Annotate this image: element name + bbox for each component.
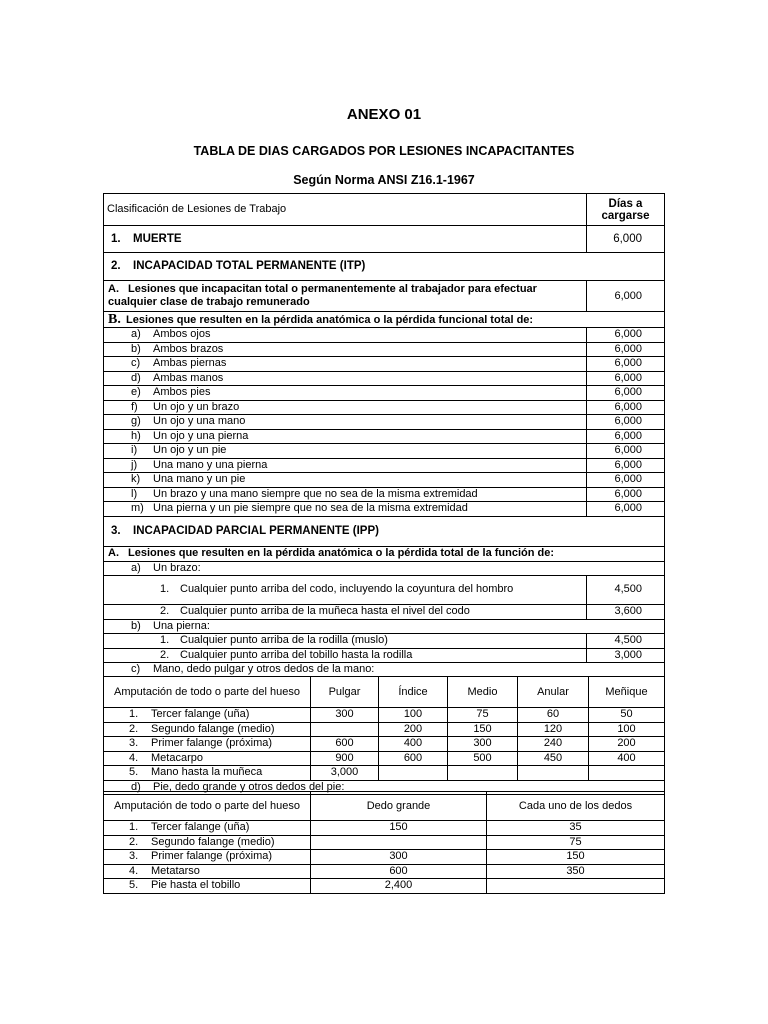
arm-1-row: 1. Cualquier punto arriba del codo, incluyendo la coyuntura del hombro 4,500 (104, 575, 665, 604)
itp-item-row: a) Ambos ojos 6,000 (104, 328, 665, 343)
section-death-row: 1. MUERTE 6,000 (104, 226, 665, 253)
hand-cell (518, 766, 589, 781)
arm-2-row: 2. Cualquier punto arriba de la muñeca hasta el nivel del codo 3,600 (104, 604, 665, 619)
injury-days-table (103, 193, 665, 677)
hand-cell: 75 (448, 708, 518, 723)
hand-cell: 500 (448, 751, 518, 766)
itp-item-row: c) Ambas piernas 6,000 (104, 357, 665, 372)
itp-item-row: d) Ambas manos 6,000 (104, 371, 665, 386)
hand-cell (448, 766, 518, 781)
annex-title: ANEXO 01 (346, 106, 422, 123)
hand-cell: 100 (589, 722, 665, 737)
foot-cell: 150 (311, 821, 487, 836)
table-header-row (104, 194, 665, 226)
hand-cell: 200 (589, 737, 665, 752)
hand-cell: 400 (589, 751, 665, 766)
itp-item-row: m) Una pierna y un pie siempre que no sea de la misma extremidad 6,000 (104, 502, 665, 517)
foot-table-row: 5. Pie hasta el tobillo 2,400 (104, 879, 665, 894)
hand-header-pinky: Meñique (589, 677, 665, 708)
foot-cell: 75 (487, 835, 665, 850)
hand-cell (589, 766, 665, 781)
table-subtitle: Según Norma ANSI Z16.1-1967 (293, 173, 475, 187)
itp-item-row: g) Un ojo y una mano 6,000 (104, 415, 665, 430)
section-ipp-row: 3. INCAPACIDAD PARCIAL PERMANENTE (IPP) (104, 516, 665, 546)
itp-item-row: h) Un ojo y una pierna 6,000 (104, 429, 665, 444)
foot-cell: 350 (487, 864, 665, 879)
hand-cell: 400 (379, 737, 448, 752)
section-itp-row: 2. INCAPACIDAD TOTAL PERMANENTE (ITP) (104, 253, 665, 281)
foot-cell: 2,400 (311, 879, 487, 894)
itp-item-row: b) Ambos brazos 6,000 (104, 342, 665, 357)
leg-row: b) Una pierna: (104, 619, 665, 633)
hand-cell: 300 (311, 708, 379, 723)
hand-cell: 300 (448, 737, 518, 752)
hand-cell: 900 (311, 751, 379, 766)
col-days-header: Días a cargarse (587, 194, 665, 226)
hand-table-row: 2. Segundo falange (medio) 200 150 120 100 (104, 722, 665, 737)
ipp-a-row: A. Lesiones que resulten en la pérdida anatómica o la pérdida total de la función de: (104, 546, 665, 561)
hand-cell: 450 (518, 751, 589, 766)
foot-header-big-toe: Dedo grande (311, 792, 487, 821)
foot-cell: 150 (487, 850, 665, 865)
foot-table-row: 3. Primer falange (próxima) 300 150 (104, 850, 665, 865)
foot-amputation-table (103, 791, 665, 894)
foot-table-row: 4. Metatarso 600 350 (104, 864, 665, 879)
leg-1-row: 1. Cualquier punto arriba de la rodilla (muslo) 4,500 (104, 633, 665, 648)
hand-cell (311, 722, 379, 737)
hand-header-thumb: Pulgar (311, 677, 379, 708)
hand-cell: 50 (589, 708, 665, 723)
hand-cell: 200 (379, 722, 448, 737)
hand-header-amputation: Amputación de todo o parte del hueso (104, 677, 311, 708)
hand-cell: 150 (448, 722, 518, 737)
itp-item-row: e) Ambos pies 6,000 (104, 386, 665, 401)
foot-cell: 35 (487, 821, 665, 836)
foot-cell: 600 (311, 864, 487, 879)
itp-item-row: f) Un ojo y un brazo 6,000 (104, 400, 665, 415)
foot-title-row: d) Pie, dedo grande y otros dedos del pie: (104, 780, 665, 794)
itp-b-row: B. Lesiones que resulten en la pérdida anatómica o la pérdida funcional total de: (104, 312, 665, 328)
hand-header-index: Índice (379, 677, 448, 708)
hand-title-row: c) Mano, dedo pulgar y otros dedos de la mano: (104, 662, 665, 676)
hand-table-row: 5. Mano hasta la muñeca 3,000 (104, 766, 665, 781)
hand-table-row: 1. Tercer falange (uña) 300 100 75 60 50 (104, 708, 665, 723)
hand-cell: 600 (379, 751, 448, 766)
foot-header-amputation: Amputación de todo o parte del hueso (104, 792, 311, 821)
foot-cell: 300 (311, 850, 487, 865)
hand-cell: 60 (518, 708, 589, 723)
hand-cell: 100 (379, 708, 448, 723)
itp-item-row: l) Un brazo y una mano siempre que no sea de la misma extremidad 6,000 (104, 487, 665, 502)
hand-table-row: 4. Metacarpo 900 600 500 450 400 (104, 751, 665, 766)
itp-item-row: j) Una mano y una pierna 6,000 (104, 458, 665, 473)
hand-header-ring: Anular (518, 677, 589, 708)
table-title: TABLA DE DIAS CARGADOS POR LESIONES INCAPACITANTES (193, 144, 575, 158)
hand-cell (379, 766, 448, 781)
hand-header-row (104, 677, 665, 708)
hand-cell: 120 (518, 722, 589, 737)
foot-header-other-toes: Cada uno de los dedos (487, 792, 665, 821)
foot-cell (487, 879, 665, 894)
hand-cell: 240 (518, 737, 589, 752)
hand-cell: 3,000 (311, 766, 379, 781)
foot-table-row: 2. Segundo falange (medio) 75 (104, 835, 665, 850)
itp-item-row: i) Un ojo y un pie 6,000 (104, 444, 665, 459)
itp-item-row: k) Una mano y un pie 6,000 (104, 473, 665, 488)
foot-table-row: 1. Tercer falange (uña) 150 35 (104, 821, 665, 836)
itp-a-row: A. Lesiones que incapacitan total o permanentemente al trabajador para efectuar cualquier clase de trabajo remunerado 6,000 (104, 281, 665, 312)
hand-table-row: 3. Primer falange (próxima) 600 400 300 240 200 (104, 737, 665, 752)
hand-header-middle: Medio (448, 677, 518, 708)
foot-cell (311, 835, 487, 850)
col-classification-header: Clasificación de Lesiones de Trabajo (104, 194, 587, 226)
arm-row: a) Un brazo: (104, 561, 665, 575)
hand-cell: 600 (311, 737, 379, 752)
foot-header-row (104, 792, 665, 821)
leg-2-row: 2. Cualquier punto arriba del tobillo hasta la rodilla 3,000 (104, 648, 665, 662)
hand-amputation-table (103, 676, 665, 795)
